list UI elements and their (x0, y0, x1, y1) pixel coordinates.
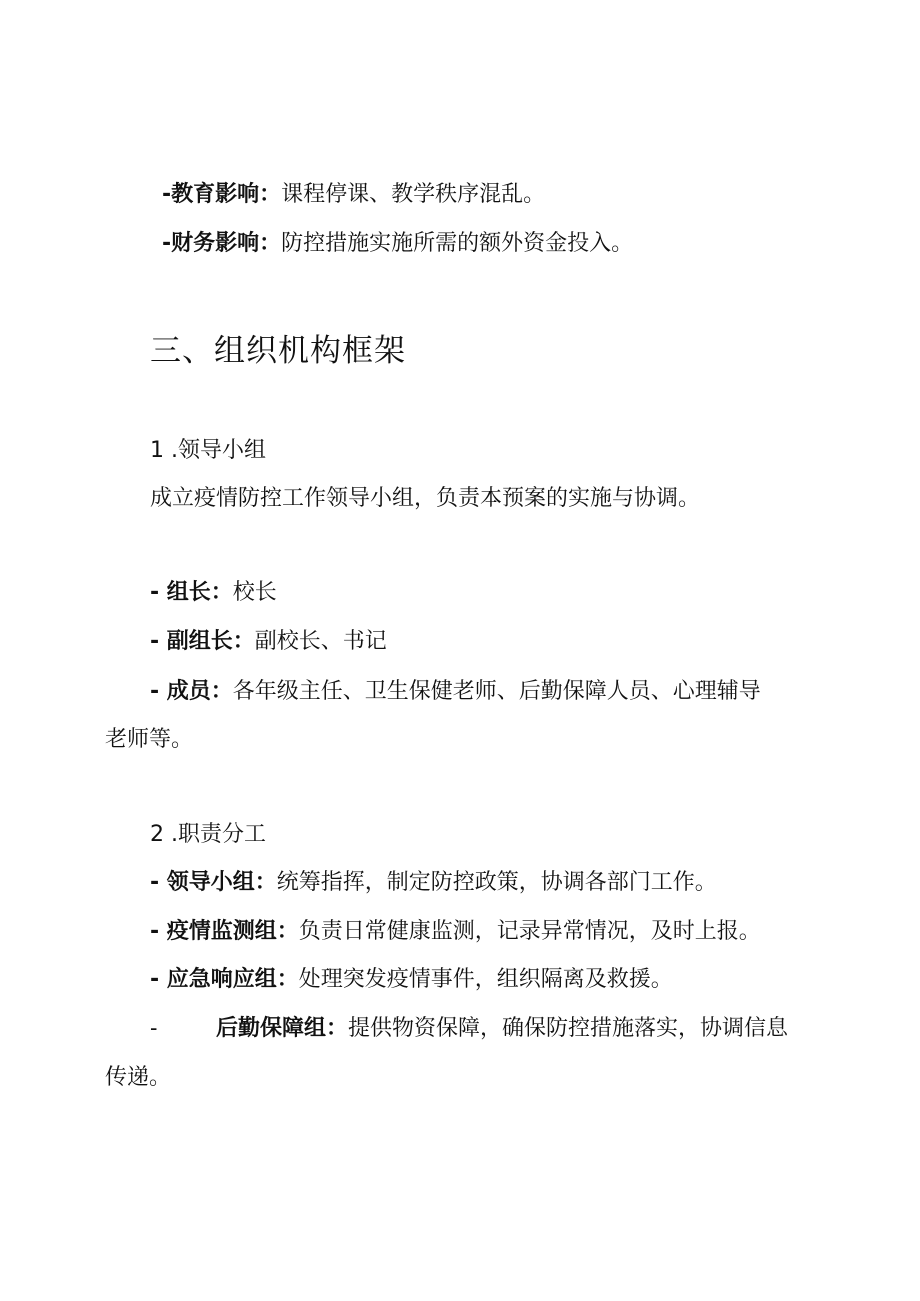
duty-logistics (216, 1014, 788, 1044)
leadership-intro: 成立疫情防控工作领导小组，负责本预案的实施与协调。 (150, 486, 701, 511)
member-deputy (150, 627, 387, 657)
member-deputy-label: - 副组长： (150, 629, 255, 654)
duty-monitoring-label: - 疫情监测组： (150, 919, 299, 944)
member-members-continuation: 老师等。 (105, 727, 194, 752)
impact-education-text: 课程停课、教学秩序混乱。 (281, 182, 546, 207)
impact-finance (162, 229, 633, 259)
duty-logistics-continuation: 传递。 (105, 1065, 172, 1090)
member-members-text: 各年级主任、卫生保健老师、后勤保障人员、心理辅导 (232, 679, 761, 704)
subsection-heading-duties: 2 .职责分工 (150, 822, 266, 847)
impact-finance-label: -财务影响： (162, 231, 282, 256)
member-members (150, 677, 761, 707)
duty-monitoring-text: 负责日常健康监测，记录异常情况，及时上报。 (298, 919, 761, 944)
section-heading: 三、组织机构框架 (150, 333, 406, 369)
duty-logistics-text: 提供物资保障，确保防控措施落实，协调信息 (348, 1016, 789, 1041)
member-leader (150, 578, 277, 608)
member-leader-text: 校长 (232, 580, 277, 605)
duty-logistics-dash: - (150, 1016, 158, 1041)
duty-leadership-label: - 领导小组： (150, 870, 277, 895)
duty-emergency (150, 965, 673, 995)
duty-leadership-text: 统筹指挥，制定防控政策，协调各部门工作。 (276, 870, 717, 895)
impact-education-label: -教育影响： (162, 182, 282, 207)
duty-emergency-label: - 应急响应组： (150, 967, 299, 992)
member-deputy-text: 副校长、书记 (254, 629, 387, 654)
impact-finance-text: 防控措施实施所需的额外资金投入。 (281, 231, 634, 256)
duty-leadership (150, 868, 717, 898)
subsection-heading-leadership: 1 .领导小组 (150, 438, 266, 463)
impact-education (162, 180, 545, 210)
duty-monitoring (150, 917, 761, 947)
duty-emergency-text: 处理突发疫情事件，组织隔离及救援。 (298, 967, 673, 992)
member-members-label: - 成员： (150, 679, 233, 704)
member-leader-label: - 组长： (150, 580, 233, 605)
duty-logistics-label: 后勤保障组： (216, 1016, 349, 1041)
